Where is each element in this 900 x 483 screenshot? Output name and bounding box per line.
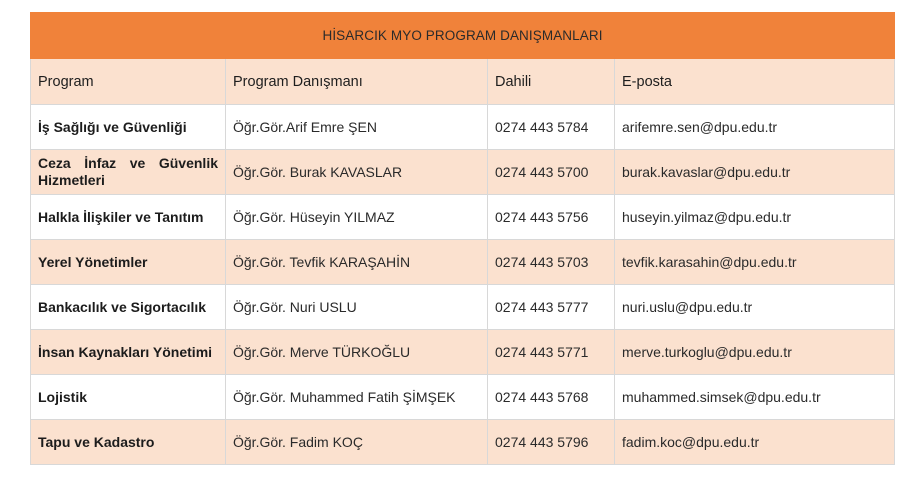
column-header-advisor: Program Danışmanı xyxy=(226,59,488,105)
phone-cell: 0274 443 5796 xyxy=(488,420,615,465)
program-cell: Halkla İlişkiler ve Tanıtım xyxy=(31,195,226,240)
phone-cell: 0274 443 5771 xyxy=(488,330,615,375)
table-row xyxy=(31,150,895,195)
email-cell: arifemre.sen@dpu.edu.tr xyxy=(615,105,895,150)
table-row xyxy=(31,240,895,285)
phone-cell: 0274 443 5768 xyxy=(488,375,615,420)
program-cell: Yerel Yönetimler xyxy=(31,240,226,285)
phone-cell: 0274 443 5703 xyxy=(488,240,615,285)
program-cell: Bankacılık ve Sigortacılık xyxy=(31,285,226,330)
advisor-cell: Öğr.Gör. Muhammed Fatih ŞİMŞEK xyxy=(226,375,488,420)
advisor-cell: Öğr.Gör. Hüseyin YILMAZ xyxy=(226,195,488,240)
table-row xyxy=(31,285,895,330)
advisor-cell: Öğr.Gör.Arif Emre ŞEN xyxy=(226,105,488,150)
column-header-email: E-posta xyxy=(615,59,895,105)
table-title: HİSARCIK MYO PROGRAM DANIŞMANLARI xyxy=(31,13,895,59)
email-cell: nuri.uslu@dpu.edu.tr xyxy=(615,285,895,330)
table-title-row xyxy=(31,13,895,59)
advisor-cell: Öğr.Gör. Fadim KOÇ xyxy=(226,420,488,465)
table-header-row xyxy=(31,59,895,105)
program-cell: İş Sağlığı ve Güvenliği xyxy=(31,105,226,150)
email-cell: tevfik.karasahin@dpu.edu.tr xyxy=(615,240,895,285)
email-cell: merve.turkoglu@dpu.edu.tr xyxy=(615,330,895,375)
phone-cell: 0274 443 5784 xyxy=(488,105,615,150)
phone-cell: 0274 443 5700 xyxy=(488,150,615,195)
program-cell: İnsan Kaynakları Yönetimi xyxy=(31,330,226,375)
phone-cell: 0274 443 5756 xyxy=(488,195,615,240)
table-row xyxy=(31,195,895,240)
email-cell: muhammed.simsek@dpu.edu.tr xyxy=(615,375,895,420)
table-row xyxy=(31,105,895,150)
program-cell: Lojistik xyxy=(31,375,226,420)
advisor-cell: Öğr.Gör. Merve TÜRKOĞLU xyxy=(226,330,488,375)
advisors-table-container xyxy=(30,12,894,465)
email-cell: fadim.koc@dpu.edu.tr xyxy=(615,420,895,465)
program-cell: Ceza İnfaz ve Güvenlik Hizmetleri xyxy=(31,150,226,195)
advisor-cell: Öğr.Gör. Nuri USLU xyxy=(226,285,488,330)
advisors-table xyxy=(30,12,895,465)
advisor-cell: Öğr.Gör. Burak KAVASLAR xyxy=(226,150,488,195)
program-cell: Tapu ve Kadastro xyxy=(31,420,226,465)
email-cell: huseyin.yilmaz@dpu.edu.tr xyxy=(615,195,895,240)
email-cell: burak.kavaslar@dpu.edu.tr xyxy=(615,150,895,195)
column-header-program: Program xyxy=(31,59,226,105)
column-header-phone: Dahili xyxy=(488,59,615,105)
table-row xyxy=(31,330,895,375)
table-row xyxy=(31,375,895,420)
table-row xyxy=(31,420,895,465)
advisor-cell: Öğr.Gör. Tevfik KARAŞAHİN xyxy=(226,240,488,285)
phone-cell: 0274 443 5777 xyxy=(488,285,615,330)
